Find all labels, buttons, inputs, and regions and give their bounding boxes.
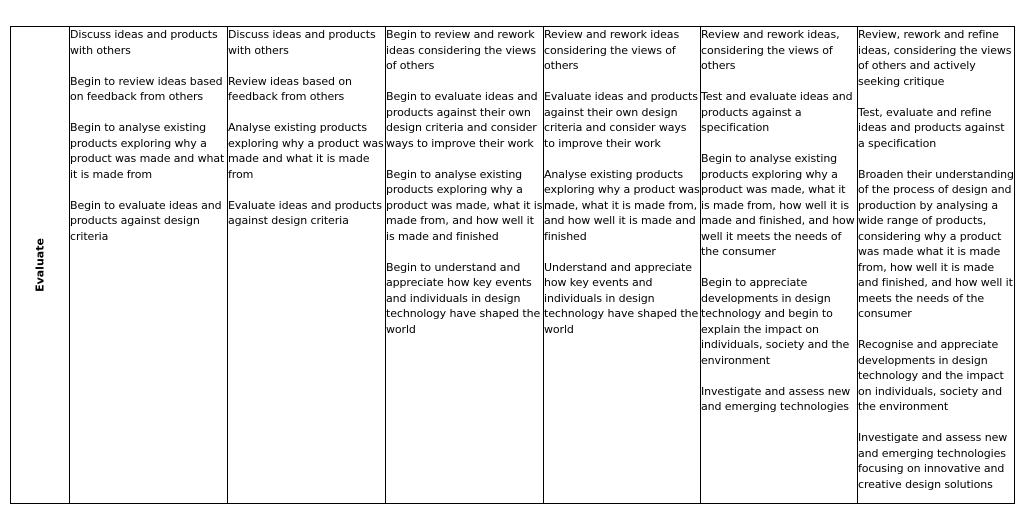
objective-text: Begin to analyse existing products exploring why a product was made, what it is made from, and how well it is made and finished	[386, 167, 543, 243]
objective-text: Begin to analyse existing products exploring why a product was made, what it is made from, how well it is made and finished, and how well it meets the needs of the consumer	[701, 152, 855, 258]
objective-text: Begin to understand and appreciate how key events and individuals in design technology have shaped the world	[386, 260, 541, 336]
curriculum-table	[10, 26, 1015, 504]
column-2-cell	[228, 27, 386, 504]
evaluate-row	[11, 27, 1015, 504]
objective-text: Evaluate ideas and products against their own design criteria and consider ways to improve their work	[544, 90, 698, 150]
row-header-cell	[11, 27, 70, 504]
column-6-cell	[858, 27, 1015, 504]
column-3-cell	[386, 27, 544, 504]
objective-text: Begin to analyse existing products exploring why a product was made and what it is made from	[70, 121, 225, 181]
objective-text: Test, evaluate and refine ideas and products against a specification	[858, 105, 1005, 150]
objective-text: Test and evaluate ideas and products against a specification	[701, 90, 853, 134]
objective-text: Review ideas based on feedback from others	[228, 74, 352, 103]
objective-text: Begin to review and rework ideas considering the views of others	[386, 28, 537, 72]
objective-text: Review and rework ideas considering the views of others	[544, 28, 680, 72]
objective-text: Investigate and assess new and emerging technologies focusing on innovative and creative design solutions	[858, 431, 1008, 491]
objective-text: Discuss ideas and products with others	[70, 28, 218, 57]
objective-text: Analyse existing products exploring why a product was made and what it is made from	[228, 121, 384, 181]
objective-text: Investigate and assess new and emerging technologies	[701, 384, 851, 413]
column-1-cell	[70, 27, 228, 504]
objective-text: Begin to review ideas based on feedback from others	[70, 74, 223, 103]
column-4-cell	[544, 27, 701, 504]
objective-text: Discuss ideas and products with others	[228, 28, 376, 57]
row-label: Evaluate	[33, 238, 47, 292]
objective-text: Review, rework and refine ideas, considering the views of others and actively seeking critique	[858, 28, 1012, 88]
objective-text: Recognise and appreciate developments in design technology and the impact on individuals, society and the environment	[858, 338, 1004, 413]
objective-text: Review and rework ideas, considering the views of others	[701, 28, 840, 72]
objective-text: Begin to appreciate developments in design technology and begin to explain the impact on individuals, society and the environment	[701, 276, 850, 367]
objective-text: Analyse existing products exploring why a product was made, what it is made from, and how well it is made and finished	[544, 167, 700, 243]
objective-text: Evaluate ideas and products against design criteria	[228, 198, 382, 227]
objective-text: Broaden their understanding of the process of design and production by analysing a wide range of products, considering why a product was made what it is made from, how well it is made and finished, and how well it meets the needs of the consumer	[858, 167, 1014, 320]
objective-text: Understand and appreciate how key events and individuals in design technology have shaped the world	[544, 260, 699, 336]
objective-text: Begin to evaluate ideas and products against their own design criteria and consider ways to improve their work	[386, 90, 538, 150]
objective-text: Begin to evaluate ideas and products against design criteria	[70, 198, 222, 243]
column-5-cell	[701, 27, 858, 504]
